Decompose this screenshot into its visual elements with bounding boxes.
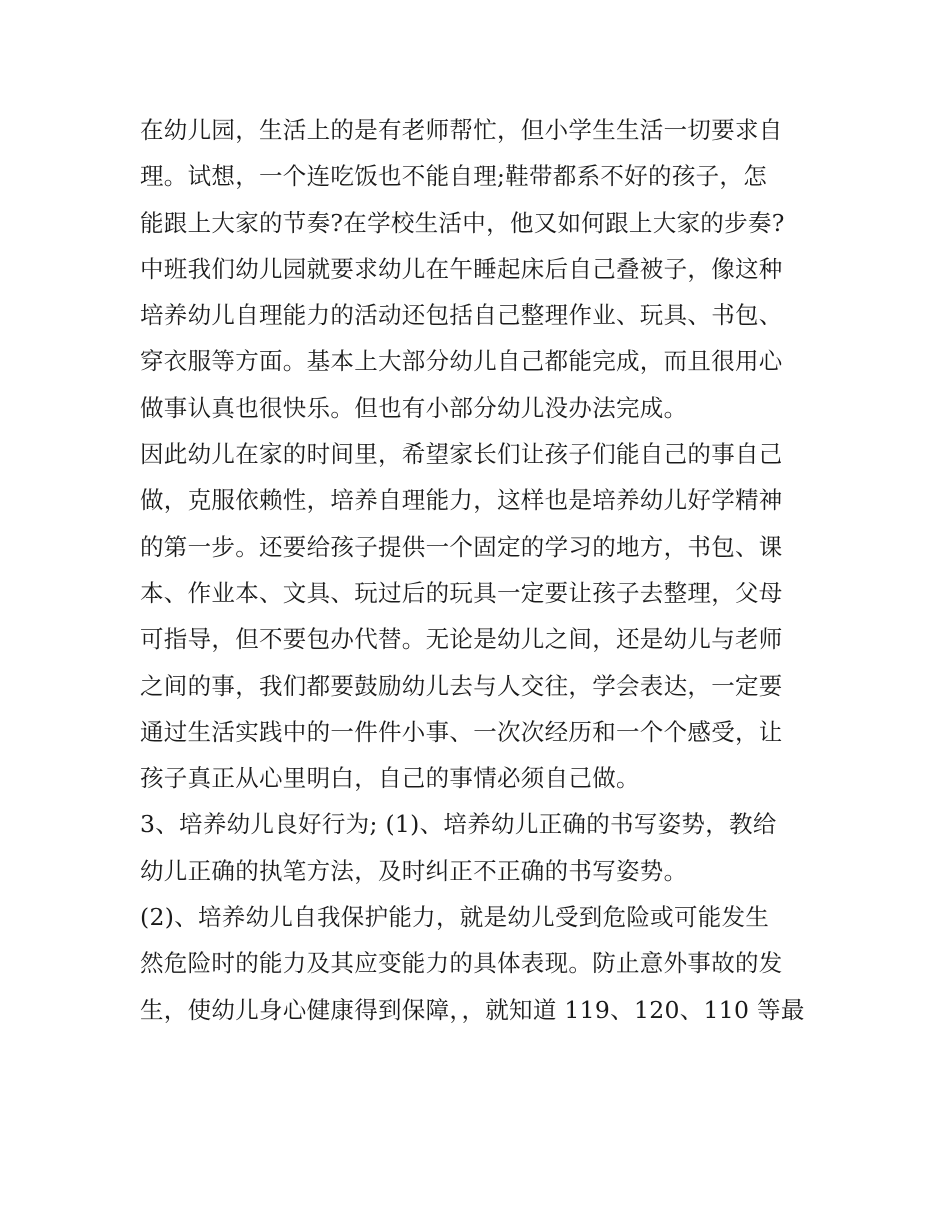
text-line: 的第一步。还要给孩子提供一个固定的学习的地方，书包、课	[140, 532, 783, 561]
text-line: 3、培养幼儿良好行为; (1)、培养幼儿正确的书写姿势，教给	[140, 810, 777, 839]
text-line: (2)、培养幼儿自我保护能力，就是幼儿受到危险或可能发生	[140, 903, 770, 932]
text-line: 可指导，但不要包办代替。无论是幼儿之间，还是幼儿与老师	[140, 625, 783, 654]
text-line: 培养幼儿自理能力的活动还包括自己整理作业、玩具、书包、	[140, 301, 783, 330]
text-line: 因此幼儿在家的时间里，希望家长们让孩子们能自己的事自己	[140, 440, 783, 469]
text-line: 能跟上大家的节奏?在学校生活中，他又如何跟上大家的步奏?	[140, 208, 785, 237]
body-text	[140, 107, 820, 1033]
text-line: 通过生活实践中的一件件小事、一次次经历和一个个感受，让	[140, 717, 783, 746]
text-line: 幼儿正确的执笔方法，及时纠正不正确的书写姿势。	[140, 856, 688, 885]
text-line: 本、作业本、文具、玩过后的玩具一定要让孩子去整理，父母	[140, 578, 783, 607]
text-line: 孩子真正从心里明白，自己的事情必须自己做。	[140, 764, 640, 793]
text-line: 然危险时的能力及其应变能力的具体表现。防止意外事故的发	[140, 949, 783, 978]
text-line: 中班我们幼儿园就要求幼儿在午睡起床后自己叠被子，像这种	[140, 254, 783, 283]
text-line: 生，使幼儿身心健康得到保障，，就知道 119、120、110 等最	[140, 995, 805, 1024]
text-line: 之间的事，我们都要鼓励幼儿去与人交往，学会表达，一定要	[140, 671, 783, 700]
text-line: 做，克服依赖性，培养自理能力，这样也是培养幼儿好学精神	[140, 486, 783, 515]
text-line: 理。试想，一个连吃饭也不能自理;鞋带都系不好的孩子，怎	[140, 162, 768, 191]
text-line: 穿衣服等方面。基本上大部分幼儿自己都能完成，而且很用心	[140, 347, 783, 376]
text-line: 做事认真也很快乐。但也有小部分幼儿没办法完成。	[140, 393, 688, 422]
text-line: 在幼儿园，生活上的是有老师帮忙，但小学生生活一切要求自	[140, 116, 783, 144]
